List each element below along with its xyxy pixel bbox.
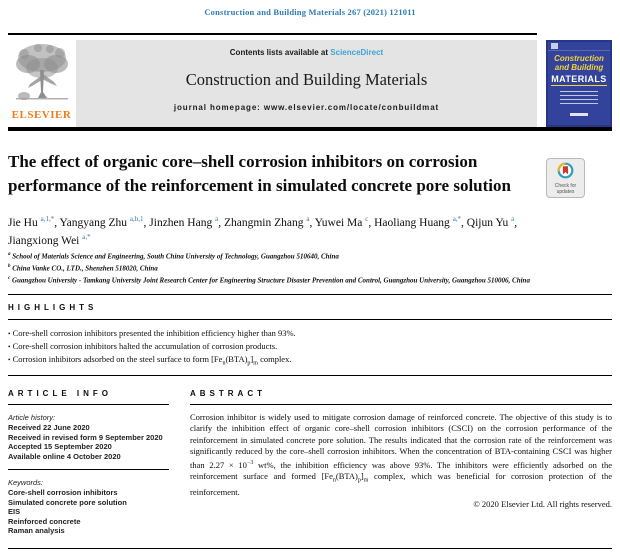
- bullet-icon: •: [8, 356, 11, 364]
- check-for-updates-badge[interactable]: [546, 158, 585, 198]
- paper-title: The effect of organic core–shell corrosion inhibitors on corrosion performance of the reinforcement in simulated concrete pore solution: [8, 152, 511, 195]
- article-info-heading: ARTICLE INFO: [8, 389, 112, 398]
- author-list: [8, 212, 560, 248]
- info-line: Available online 4 October 2020: [8, 451, 121, 461]
- cover-title-line3: MATERIALS: [551, 74, 607, 84]
- journal-cover-thumbnail: [546, 40, 612, 127]
- abstract-heading: ABSTRACT: [190, 389, 266, 398]
- contents-prefix: Contents lists available at: [229, 48, 329, 57]
- info-line: Reinforced concrete: [8, 516, 81, 526]
- author: Jie Hu $^{a,1,*}$,: [8, 215, 60, 229]
- highlights-heading: HIGHLIGHTS: [8, 303, 98, 312]
- info-line: Accepted 15 September 2020: [8, 442, 112, 451]
- author: Jinzhen Hang $^a$,: [149, 215, 224, 229]
- author: Jiangxiong Wei $^{a,*}$: [8, 232, 91, 247]
- highlight-item: • Core-shell corrosion inhibitors presented the inhibition efficiency higher than 93%.: [8, 328, 296, 338]
- divider: [8, 33, 537, 35]
- info-line: Core-shell corrosion inhibitors: [8, 488, 118, 497]
- copyright-line: © 2020 Elsevier Ltd. All rights reserved.: [473, 499, 612, 510]
- affiliation: $^c$ Guangzhou University - Tamkang University Joint Research Center for Engineering Structure Disaster Prevention and Control, Guangzhou University, Guangzhou 510006, China: [8, 275, 530, 284]
- cover-emblem-icon: [551, 43, 558, 49]
- info-line: Simulated concrete pore solution: [8, 497, 127, 507]
- author: Zhangmin Zhang $^a$,: [223, 215, 315, 229]
- cover-title-line1: Construction and Building: [554, 54, 604, 72]
- affiliation: $^a$ School of Materials Science and Engineering, South China University of Technology, Guangzhou 510640, China: [8, 252, 339, 261]
- author: Yuwei Ma $^c$,: [314, 215, 375, 229]
- highlight-item: • Core-shell corrosion inhibitors halted the accumulation of corrosion products.: [8, 341, 278, 351]
- cover-top-strip: [548, 42, 610, 51]
- highlights-list: [8, 327, 612, 370]
- journal-title: Construction and Building Materials: [185, 70, 428, 89]
- elsevier-logo: [8, 40, 75, 127]
- contents-line: [76, 48, 537, 57]
- divider: [8, 319, 612, 320]
- article-info-column: [8, 389, 169, 536]
- divider: [8, 469, 169, 470]
- keywords-label: Keywords:: [8, 478, 44, 487]
- article-history-label: Article history:: [8, 413, 56, 422]
- abstract-text: Corrosion inhibitor is widely used to mitigate corrosion damage of reinforced concrete. The objective of this study is to clarify the inhibition effect of organic core–shell corrosion inhibitors (CSCI) on the corrosion performance of the reinforcement in simulated concrete pore solution. The results indicated that the corrosion rate of the reinforcement was significantly reduced by the core–shell corrosion inhibitors. When the concentration of BTA-containing CSCI was higher than $2.27 \times 10^{-3}$ wt%, the inhibition efficiency was above 93%. The inhibitors were efficiently adsorbed on the reinforcement surface and formed $[Fe_n(BTA)_p]_m$ complex, which was beneficial for corrosion protection of the reinforcement.: [190, 412, 612, 497]
- author: Yangyang Zhu $^{a,b,1}$,: [59, 215, 150, 229]
- elsevier-wordmark: ELSEVIER: [11, 109, 72, 121]
- divider: [8, 404, 169, 405]
- bullet-icon: •: [8, 330, 11, 338]
- check-updates-label: Check for updates: [554, 183, 577, 195]
- divider: [190, 404, 612, 405]
- info-line: Received 22 June 2020: [8, 423, 90, 432]
- divider: [8, 294, 612, 295]
- affiliation: $^b$ China Vanke CO., LTD., Shenzhen 518020, China: [8, 263, 158, 273]
- journal-homepage-link[interactable]: journal homepage: www.elsevier.com/locate/conbuildmat: [173, 103, 440, 112]
- info-line: Received in revised form 9 September 2020: [8, 432, 163, 442]
- abstract-column: [190, 389, 612, 509]
- divider: [8, 548, 612, 549]
- cover-publisher-mark: [570, 113, 588, 116]
- info-line: Raman analysis: [8, 526, 65, 535]
- sciencedirect-link[interactable]: ScienceDirect: [330, 48, 384, 57]
- cover-subtitle-lines: [548, 91, 610, 104]
- author: Qijun Yu $^a$,: [466, 215, 518, 229]
- history-list: [8, 423, 169, 461]
- citation-header-link[interactable]: Construction and Building Materials 267 (2021) 121011: [204, 7, 416, 17]
- info-line: EIS: [8, 507, 21, 516]
- elsevier-tree-icon: [14, 40, 70, 108]
- check-updates-icon: [557, 162, 574, 179]
- divider-thick: [8, 127, 612, 131]
- keywords-list: [8, 488, 169, 536]
- affiliation-list: [8, 250, 612, 285]
- journal-header-banner: [76, 40, 537, 127]
- highlight-item: • Corrosion inhibitors adsorbed on the steel surface to form $[Fe_n(BTA)_p]_m$ complex.: [8, 354, 292, 367]
- bullet-icon: •: [8, 343, 11, 351]
- divider: [8, 375, 612, 376]
- author: Haoliang Huang $^{a,*}$,: [374, 215, 467, 229]
